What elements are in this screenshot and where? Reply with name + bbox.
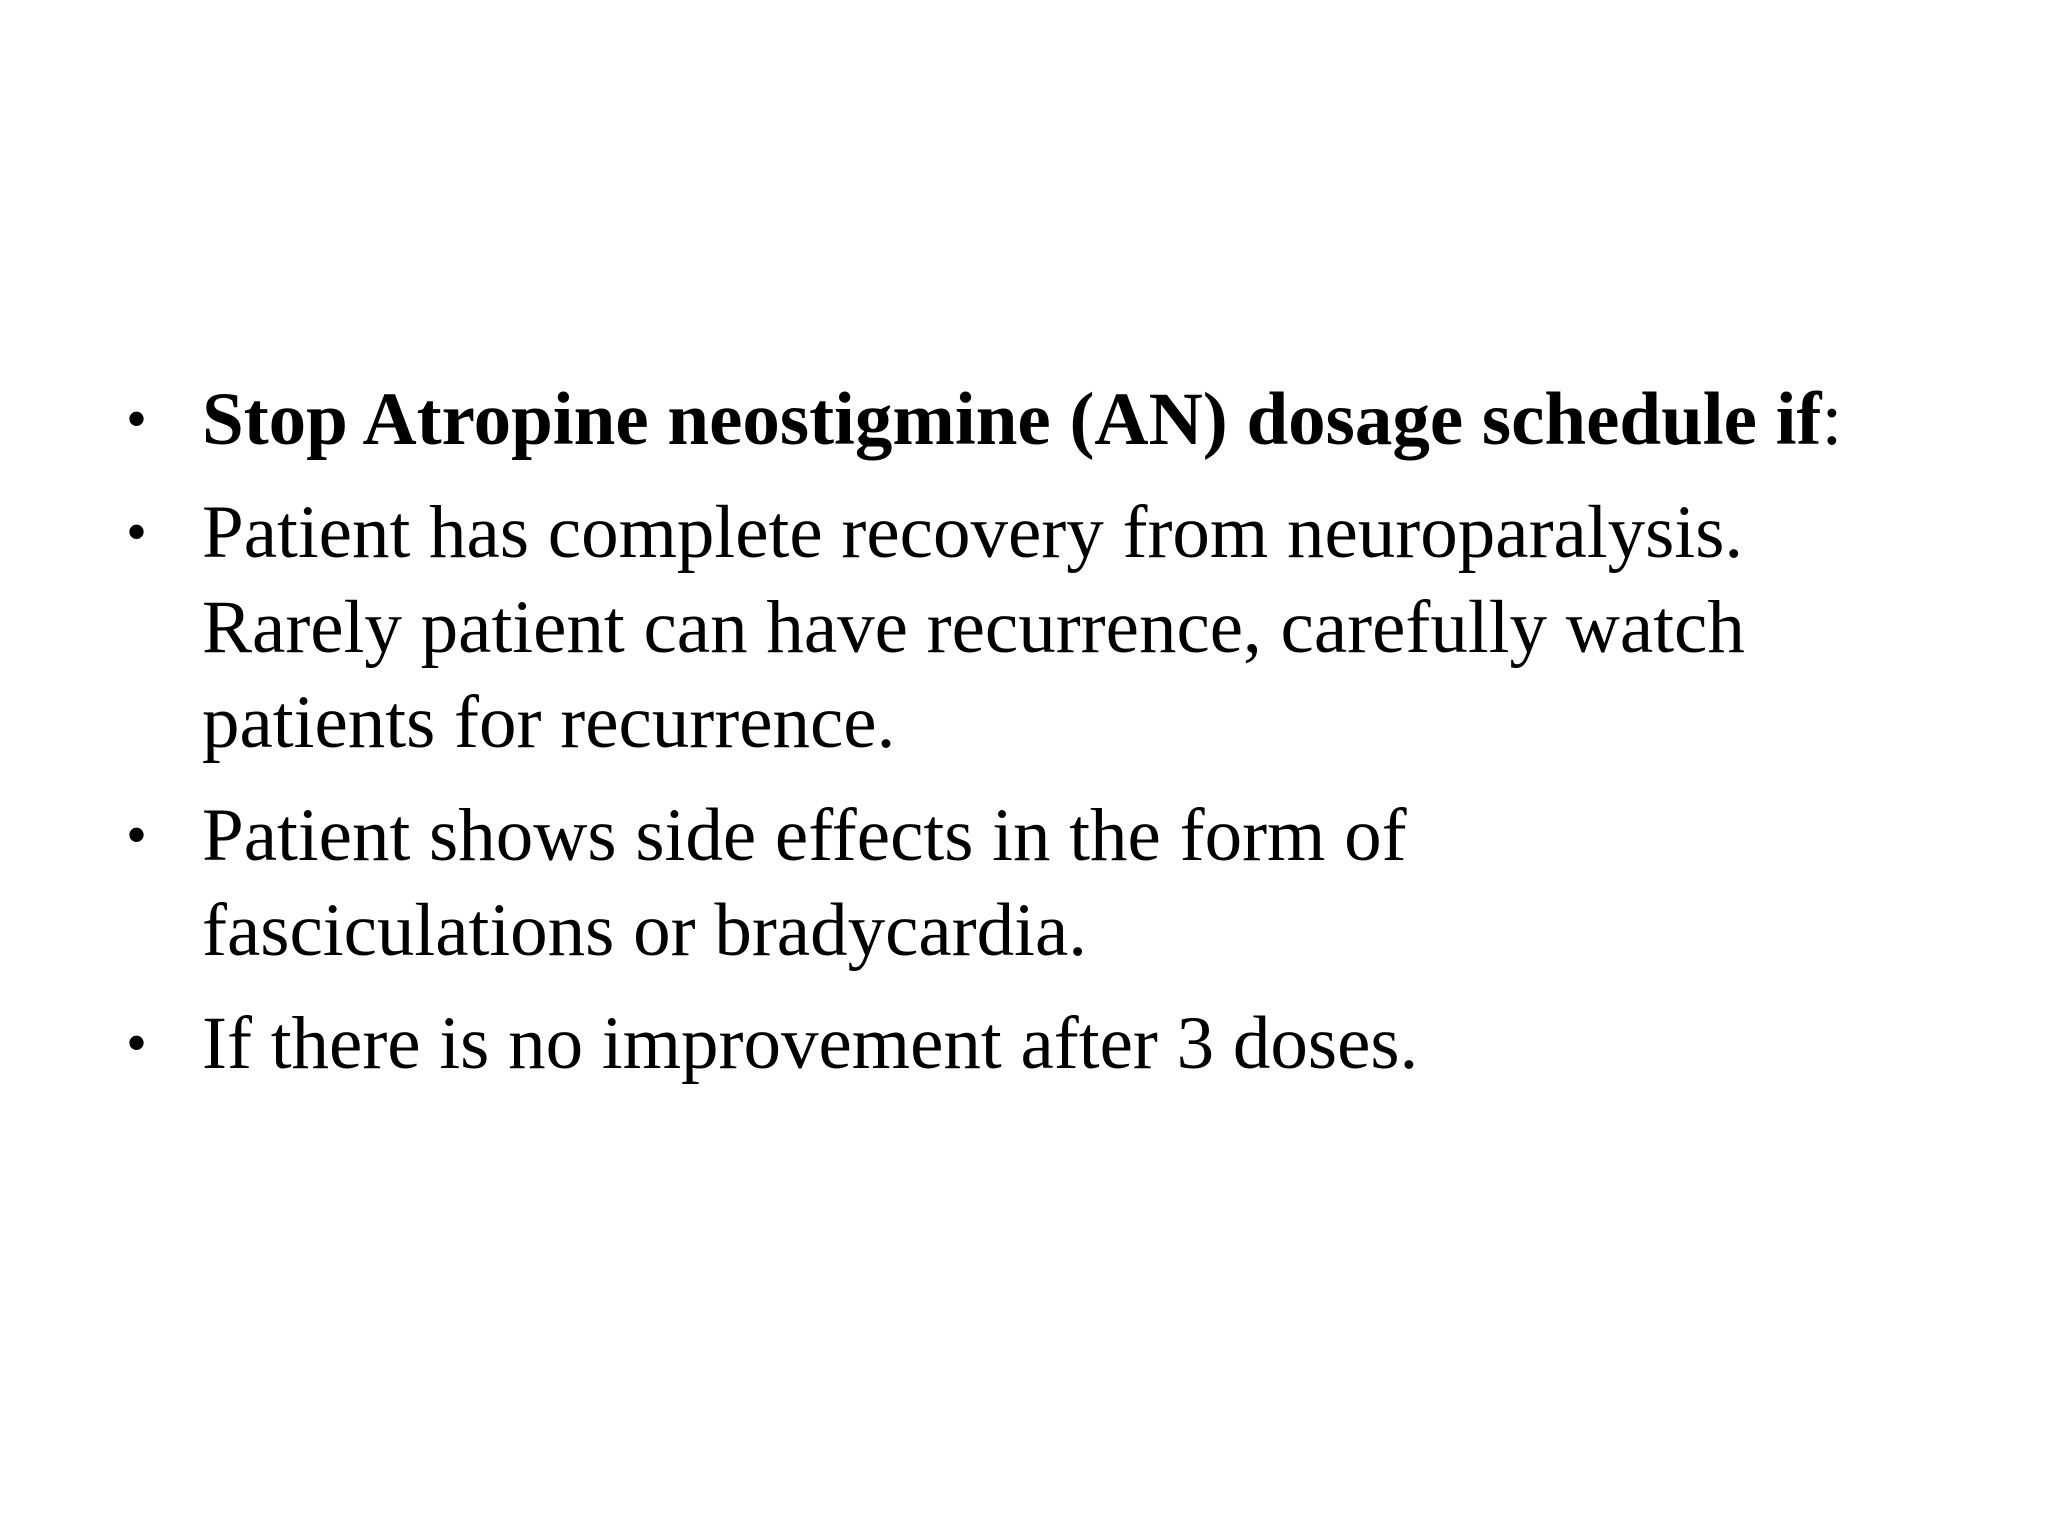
heading-bold-text: Stop Atropine neostigmine (AN) dosage schedule if	[202, 378, 1822, 461]
bullet-icon: •	[126, 499, 148, 565]
bullet-icon: •	[126, 1010, 148, 1076]
bullet-text: If there is no improvement after 3 doses.	[202, 1002, 1419, 1085]
bullet-icon: •	[126, 386, 148, 452]
bullet-text: Patient shows side effects in the form of fasciculations or bradycardia.	[202, 794, 1407, 972]
bullet-item-complete-recovery	[120, 485, 1950, 770]
heading-colon: :	[1821, 378, 1843, 461]
bullet-icon: •	[126, 802, 148, 868]
bullet-item-side-effects	[120, 788, 1602, 978]
bullet-text: Patient has complete recovery from neuroparalysis. Rarely patient can have recurrence, carefully watch patients for recurrence.	[202, 491, 1745, 764]
bullet-item-no-improvement	[120, 996, 1950, 1091]
bullet-list	[120, 372, 1950, 1109]
bullet-item-stop-condition-heading	[120, 372, 1950, 467]
